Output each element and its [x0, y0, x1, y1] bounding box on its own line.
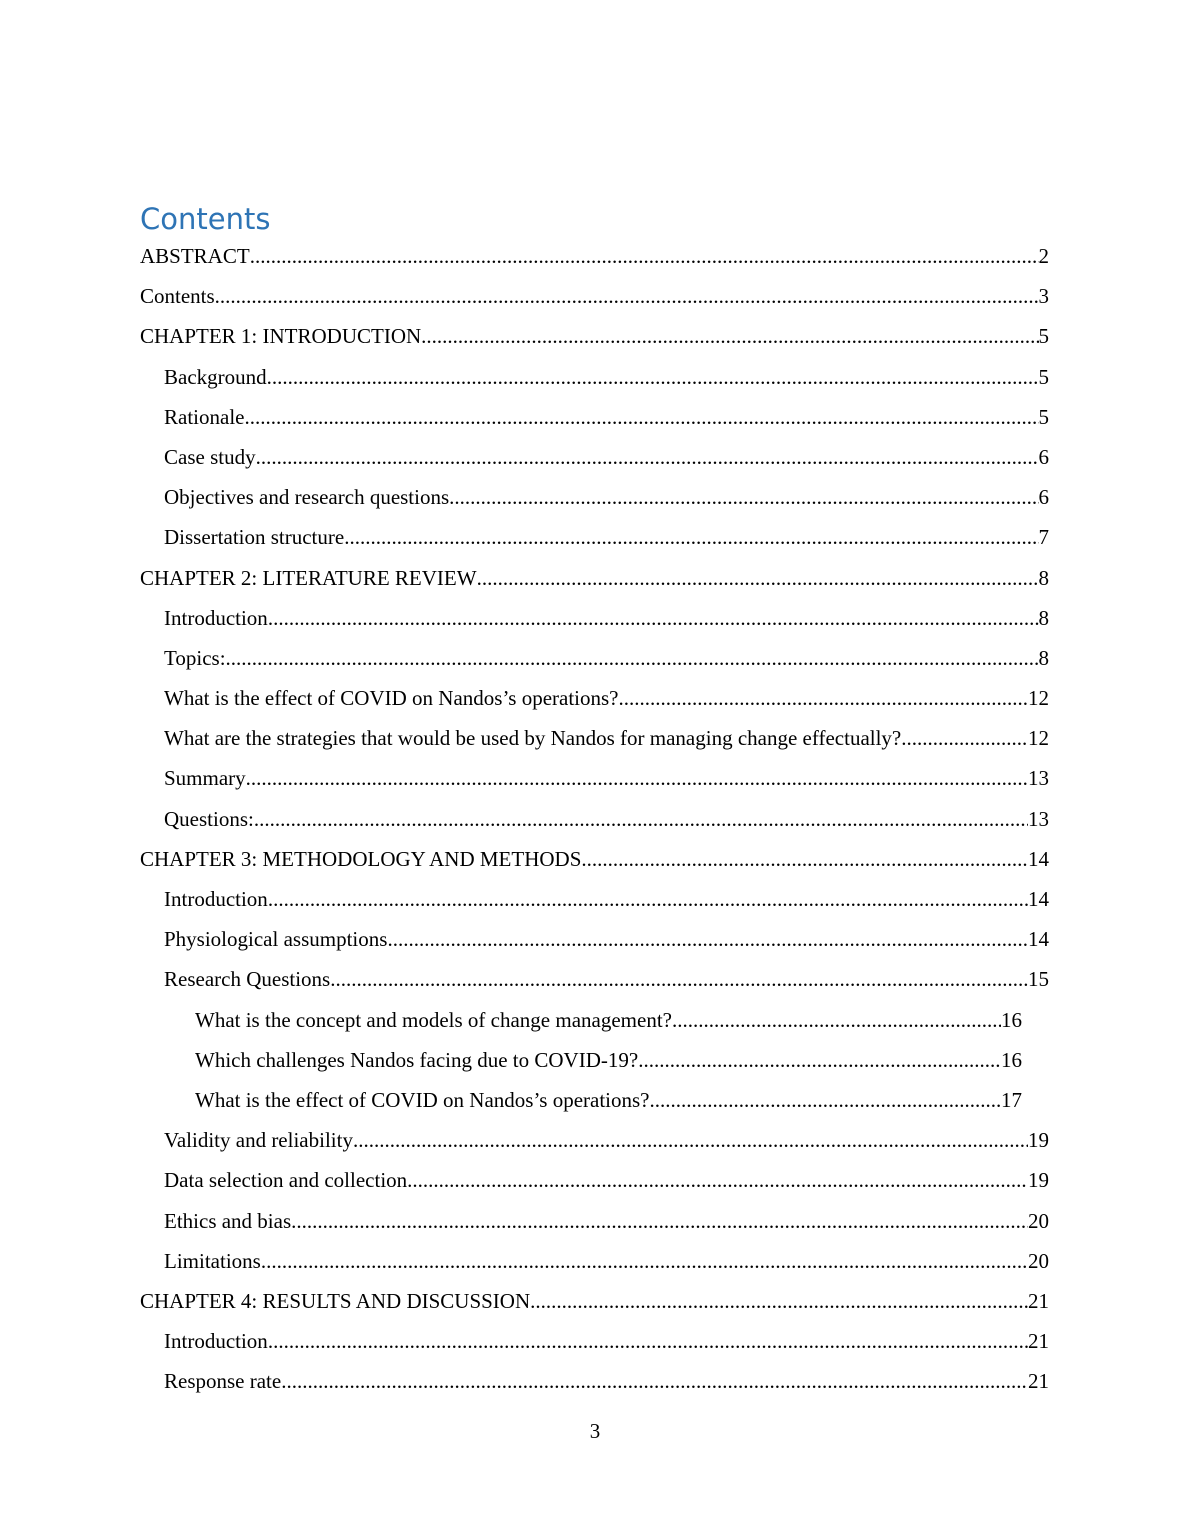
- toc-entry-page: 19: [1028, 1168, 1049, 1193]
- toc-dot-leader: [261, 1241, 1028, 1281]
- toc-dot-leader: [267, 357, 1039, 397]
- toc-entry-page: 8: [1038, 605, 1049, 630]
- toc-entry-page: 5: [1038, 364, 1049, 389]
- toc-entry-page: 8: [1038, 645, 1049, 670]
- toc-dot-leader: [581, 839, 1028, 879]
- toc-entry[interactable]: [140, 236, 1049, 276]
- table-of-contents: [140, 236, 1049, 1401]
- toc-entry[interactable]: [140, 799, 1049, 839]
- toc-entry-page: 6: [1038, 444, 1049, 469]
- toc-entry[interactable]: [140, 1120, 1049, 1160]
- toc-entry[interactable]: [140, 397, 1049, 437]
- toc-entry-label: Topics:: [164, 645, 226, 670]
- toc-entry-label: CHAPTER 4: RESULTS AND DISCUSSION: [140, 1288, 531, 1313]
- toc-entry[interactable]: [140, 1160, 1049, 1200]
- toc-entry-label: Rationale: [164, 404, 245, 429]
- toc-entry[interactable]: [140, 919, 1049, 959]
- toc-entry-page: 3: [1038, 284, 1049, 309]
- toc-entry[interactable]: [140, 959, 1049, 999]
- toc-dot-leader: [344, 517, 1038, 557]
- toc-entry-label: CHAPTER 1: INTRODUCTION: [140, 324, 422, 349]
- toc-entry-label: Introduction: [164, 887, 268, 911]
- toc-dot-leader: [281, 1361, 1028, 1401]
- toc-entry-page: 5: [1038, 404, 1049, 429]
- toc-entry[interactable]: [140, 879, 1049, 919]
- toc-dot-leader: [330, 959, 1028, 999]
- toc-entry-label: What is the effect of COVID on Nandos’s operations?: [164, 686, 619, 711]
- toc-entry-label: Introduction: [164, 605, 268, 630]
- toc-dot-leader: [244, 397, 1038, 437]
- toc-entry-page: 16: [1001, 1047, 1022, 1072]
- toc-dot-leader: [268, 598, 1039, 638]
- toc-entry[interactable]: [140, 1321, 1049, 1361]
- toc-heading: Contents: [140, 202, 271, 236]
- toc-entry-label: Limitations: [164, 1248, 261, 1273]
- toc-dot-leader: [638, 1040, 1001, 1080]
- toc-entry[interactable]: [140, 839, 1049, 879]
- toc-entry-page: 6: [1038, 485, 1049, 510]
- toc-entry-label: Questions:: [164, 806, 254, 831]
- toc-entry[interactable]: [140, 1080, 1022, 1120]
- toc-entry[interactable]: [140, 1000, 1022, 1040]
- toc-entry-page: 14: [1028, 887, 1049, 911]
- toc-entry-label: Dissertation structure: [164, 525, 345, 550]
- toc-dot-leader: [530, 1281, 1028, 1321]
- toc-entry-page: 21: [1028, 1329, 1049, 1354]
- toc-entry-label: Validity and reliability: [164, 1128, 353, 1153]
- toc-entry-label: Data selection and collection: [164, 1168, 408, 1193]
- toc-entry-page: 21: [1028, 1288, 1049, 1313]
- toc-dot-leader: [256, 437, 1039, 477]
- toc-entry-page: 17: [1001, 1087, 1022, 1112]
- toc-entry-label: CHAPTER 2: LITERATURE REVIEW: [140, 565, 477, 590]
- toc-entry[interactable]: [140, 1241, 1049, 1281]
- toc-entry-page: 14: [1028, 927, 1049, 952]
- toc-entry-page: 8: [1038, 565, 1049, 590]
- toc-dot-leader: [619, 678, 1029, 718]
- toc-entry-label: Objectives and research questions: [164, 485, 450, 510]
- toc-entry[interactable]: [140, 357, 1049, 397]
- toc-entry-label: What is the concept and models of change management?: [195, 1007, 672, 1032]
- toc-entry-label: Which challenges Nandos facing due to COVID-19?: [195, 1047, 639, 1072]
- toc-dot-leader: [353, 1120, 1028, 1160]
- toc-entry-page: 13: [1028, 766, 1049, 791]
- toc-entry-page: 12: [1028, 686, 1049, 711]
- toc-entry[interactable]: [140, 758, 1049, 798]
- toc-dot-leader: [268, 879, 1028, 919]
- toc-entry[interactable]: [140, 517, 1049, 557]
- toc-dot-leader: [421, 316, 1038, 356]
- toc-entry-label: What is the effect of COVID on Nandos’s operations?: [195, 1087, 650, 1112]
- toc-entry-page: 15: [1028, 967, 1049, 992]
- toc-entry-label: Ethics and bias: [164, 1208, 292, 1233]
- toc-entry[interactable]: [140, 598, 1049, 638]
- toc-entry[interactable]: [140, 437, 1049, 477]
- toc-dot-leader: [250, 236, 1039, 276]
- toc-entry[interactable]: [140, 477, 1049, 517]
- toc-entry-label: Background: [164, 364, 267, 389]
- toc-entry[interactable]: [140, 1201, 1049, 1241]
- toc-entry-label: Contents: [140, 284, 215, 309]
- toc-dot-leader: [268, 1321, 1028, 1361]
- toc-dot-leader: [901, 718, 1028, 758]
- toc-entry-page: 13: [1028, 806, 1049, 831]
- toc-entry[interactable]: [140, 276, 1049, 316]
- toc-entry[interactable]: [140, 678, 1049, 718]
- toc-entry[interactable]: [140, 718, 1049, 758]
- toc-entry-page: 20: [1028, 1208, 1049, 1233]
- page-number: 3: [589, 1419, 601, 1443]
- toc-dot-leader: [387, 919, 1028, 959]
- toc-dot-leader: [291, 1201, 1028, 1241]
- toc-entry[interactable]: [140, 638, 1049, 678]
- toc-entry-label: Case study: [164, 444, 256, 469]
- toc-dot-leader: [650, 1080, 1002, 1120]
- toc-dot-leader: [246, 758, 1028, 798]
- toc-entry-page: 16: [1001, 1007, 1022, 1032]
- toc-entry-label: Research Questions: [164, 967, 331, 992]
- toc-entry-page: 2: [1038, 244, 1049, 268]
- toc-entry-label: ABSTRACT: [140, 244, 250, 268]
- toc-entry-page: 21: [1028, 1369, 1049, 1394]
- toc-entry[interactable]: [140, 1281, 1049, 1321]
- toc-entry-label: Introduction: [164, 1329, 268, 1354]
- toc-entry-page: 19: [1028, 1128, 1049, 1153]
- toc-entry[interactable]: [140, 316, 1049, 356]
- toc-entry-label: CHAPTER 3: METHODOLOGY AND METHODS: [140, 846, 582, 871]
- toc-entry-page: 12: [1028, 726, 1049, 751]
- toc-dot-leader: [254, 799, 1028, 839]
- toc-entry-label: Summary: [164, 766, 246, 791]
- toc-dot-leader: [226, 638, 1039, 678]
- toc-entry-label: What are the strategies that would be used by Nandos for managing change effectually?: [164, 726, 902, 751]
- toc-dot-leader: [449, 477, 1038, 517]
- toc-entry-page: 14: [1028, 846, 1049, 871]
- toc-entry[interactable]: [140, 558, 1049, 598]
- toc-entry-page: 20: [1028, 1248, 1049, 1273]
- toc-entry-page: 7: [1038, 525, 1049, 550]
- toc-dot-leader: [407, 1160, 1028, 1200]
- toc-entry-page: 5: [1038, 324, 1049, 349]
- toc-entry-label: Physiological assumptions: [164, 927, 388, 952]
- toc-dot-leader: [672, 1000, 1001, 1040]
- toc-dot-leader: [477, 558, 1039, 598]
- toc-entry-label: Response rate: [164, 1369, 282, 1394]
- toc-entry[interactable]: [140, 1040, 1022, 1080]
- toc-dot-leader: [215, 276, 1039, 316]
- toc-entry[interactable]: [140, 1361, 1049, 1401]
